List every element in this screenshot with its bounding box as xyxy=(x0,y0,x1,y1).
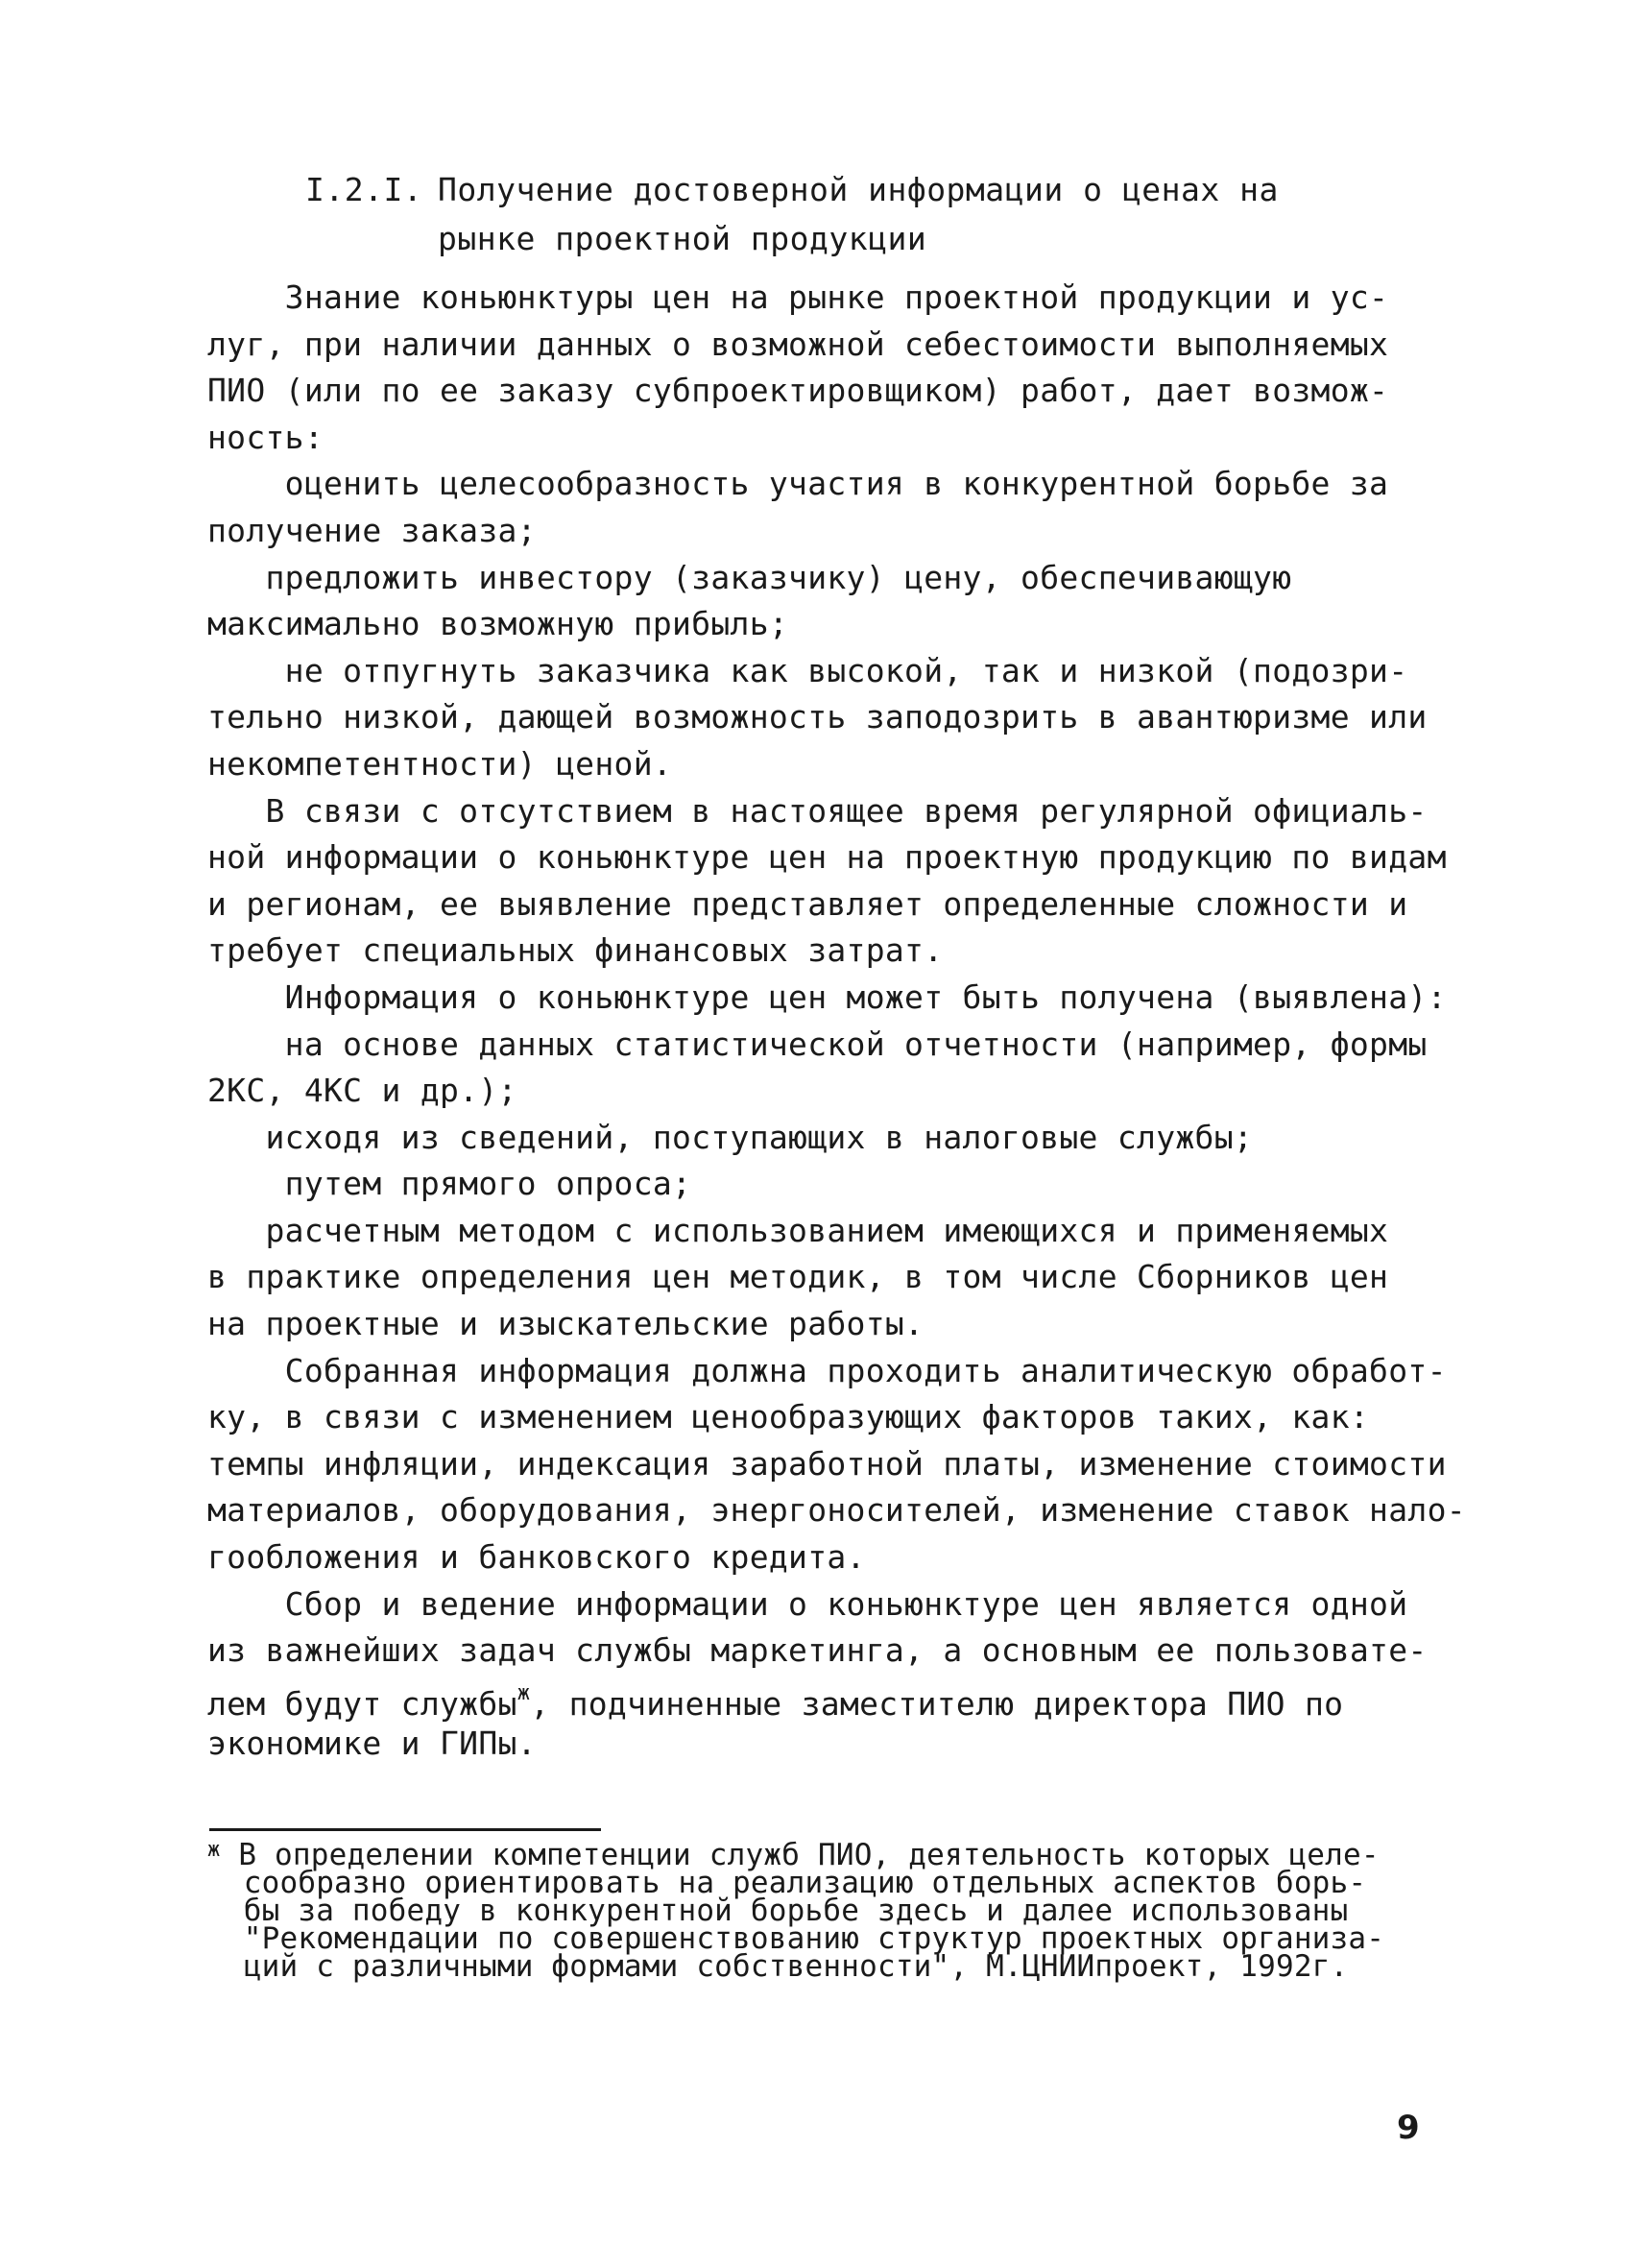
body-line: предложить инвестору (заказчику) цену, обеспечивающую xyxy=(207,558,1292,596)
body-line: луг, при наличии данных о возможной себестоимости выполняемых xyxy=(207,325,1389,363)
page-number: 9 xyxy=(1397,2109,1420,2147)
body-line: Сбор и ведение информации о коньюнктуре цен является одной xyxy=(207,1584,1408,1623)
body-line: расчетным методом с использованием имеющихся и применяемых xyxy=(207,1211,1389,1249)
body-line: Знание коньюнктуры цен на рынке проектной продукции и ус- xyxy=(207,278,1389,316)
body-line: тельно низкой, дающей возможность заподозрить в авантюризме или xyxy=(207,698,1428,736)
body-line: материалов, оборудования, энергоносителей, изменение ставок нало- xyxy=(207,1491,1466,1530)
body-line: требует специальных финансовых затрат. xyxy=(207,931,944,970)
body-line: Информация о коньюнктуре цен может быть получена (выявлена): xyxy=(207,977,1447,1016)
footnote-text: "Рекомендации по совершенствованию структур проектных организа- xyxy=(243,1921,1385,1956)
body-line: экономике и ГИПы. xyxy=(207,1725,537,1763)
section-title-line-1: Получение достоверной информации о ценах на xyxy=(438,171,1279,208)
section-heading xyxy=(305,165,1361,263)
body-line: не отпугнуть заказчика как высокой, так и низкой (подозри- xyxy=(207,651,1408,689)
body-line: максимально возможную прибыль; xyxy=(207,605,789,643)
footnote-separator xyxy=(209,1828,601,1831)
body-line: Собранная информация должна проходить аналитическую обработ- xyxy=(207,1351,1447,1389)
body-line: ку, в связи с изменением ценообразующих факторов таких, как: xyxy=(207,1398,1370,1436)
body-line-with-footnote-ref xyxy=(207,1675,1455,1722)
body-text-segment: , подчиненные заместителю директора ПИО по xyxy=(530,1684,1344,1723)
body-line: темпы инфляции, индексация заработной платы, изменение стоимости xyxy=(207,1444,1447,1483)
body-line: гообложения и банковского кредита. xyxy=(207,1538,866,1577)
section-number: I.2.I. xyxy=(305,171,423,208)
section-title-line-2: рынке проектной продукции xyxy=(438,220,927,257)
footnote-marker: ж xyxy=(207,1838,221,1862)
footnote-text: В определении компетенции служб ПИО, деятельность которых целе- xyxy=(238,1838,1380,1872)
body-line: на основе данных статистической отчетности (например, формы xyxy=(207,1025,1428,1063)
body-line: ной информации о коньюнктуре цен на проектную продукцию по видам xyxy=(207,838,1447,877)
body-line: ПИО (или по ее заказу субпроектировщиком) работ, дает возмож- xyxy=(207,372,1389,410)
footnote-line xyxy=(207,1949,1475,1984)
footnote-text: сообразно ориентировать на реализацию отдельных аспектов борь- xyxy=(243,1866,1367,1900)
body-text-segment: лем будут службы xyxy=(207,1684,517,1723)
body-line: некомпетентности) ценой. xyxy=(207,744,673,783)
body-line: оценить целесообразность участия в конкурентной борьбе за xyxy=(207,465,1389,503)
footnote-text: ций с различными формами собственности", М.ЦНИИпроект, 1992г. xyxy=(243,1949,1349,1984)
body-line: ность: xyxy=(207,418,324,456)
body-line: В связи с отсутствием в настоящее время регулярной официаль- xyxy=(207,791,1428,830)
body-line: в практике определения цен методик, в том числе Сборников цен xyxy=(207,1258,1389,1296)
body-line: получение заказа; xyxy=(207,511,537,549)
body-line: на проектные и изыскательские работы. xyxy=(207,1305,925,1343)
body-text xyxy=(207,275,1466,1768)
footnote xyxy=(207,1838,1475,1984)
footnote-text: бы за победу в конкурентной борьбе здесь и далее использованы xyxy=(243,1894,1349,1928)
body-line: 2КС, 4КС и др.); xyxy=(207,1072,517,1110)
body-line: из важнейших задач службы маркетинга, а основным ее пользовате- xyxy=(207,1631,1428,1670)
footnote-reference[interactable]: ж xyxy=(516,1680,531,1705)
body-line: путем прямого опроса; xyxy=(207,1165,692,1203)
body-line: и регионам, ее выявление представляет определенные сложности и xyxy=(207,884,1408,923)
body-line: исходя из сведений, поступающих в налоговые службы; xyxy=(207,1118,1254,1156)
